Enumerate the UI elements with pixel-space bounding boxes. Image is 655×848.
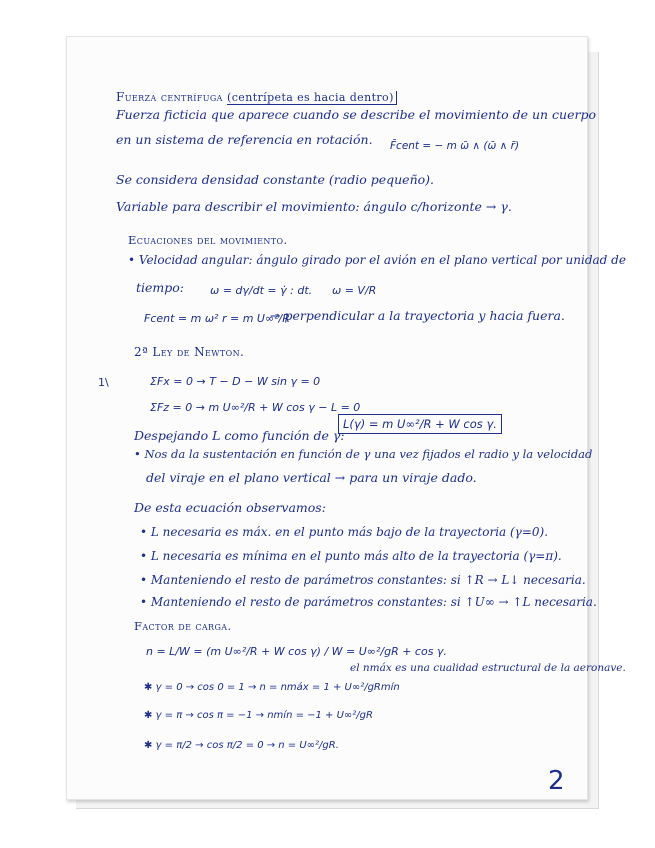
- definition-line-2: en un sistema de referencia en rotación.: [116, 132, 373, 147]
- definition-line-1: Fuerza ficticia que aparece cuando se describe el movimiento de un cuerpo: [116, 107, 596, 122]
- observation-4: • Manteniendo el resto de parámetros constantes: si ↑U∞ → ↑L necesaria.: [140, 595, 597, 609]
- notes-title: [116, 89, 397, 106]
- lift-boxed-formula: L(γ) = m U∞²/R + W cos γ.: [338, 414, 502, 434]
- density-note: Se considera densidad constante (radio pequeño).: [116, 172, 435, 187]
- observation-3: • Manteniendo el resto de parámetros constantes: si ↑R → L↓ necesaria.: [140, 573, 586, 587]
- case-gamma-zero: ✱ γ = 0 → cos 0 = 1 → n = nmáx = 1 + U∞²/gRmín: [144, 682, 400, 693]
- substitution-line-2: del viraje en el plano vertical → para un viraje dado.: [146, 470, 477, 485]
- velocity-line-1: • Velocidad angular: ángulo girado por el avión en el plano vertical por unidad de: [128, 253, 626, 267]
- centrifugal-force-formula: F̄cent = − m ω̄ ∧ (ω̄ ∧ r̄): [390, 140, 520, 152]
- centrifugal-direction-note: → perpendicular a la trayectoria y hacia fuera.: [270, 308, 565, 323]
- omega-velocity-formula: ω = V/R: [332, 284, 377, 297]
- title-text: Fuerza centrífuga: [116, 90, 223, 104]
- page-number: 2: [548, 766, 565, 796]
- equation-z: ΣFz = 0 → m U∞²/R + W cos γ − L = 0: [150, 401, 361, 414]
- substitution-line-1: • Nos da la sustentación en función de γ una vez fijados el radio y la velocidad: [134, 447, 593, 461]
- variable-note: Variable para describir el movimiento: ángulo c/horizonte → γ.: [116, 199, 512, 214]
- omega-formula: ω = dγ/dt = γ̇ : dt.: [210, 284, 313, 297]
- centrifugal-magnitude-formula: Fcent = m ω² r = m U∞²/R: [144, 312, 290, 325]
- margin-mark: 1\: [98, 376, 109, 389]
- section-equations: Ecuaciones del movimiento.: [128, 233, 288, 247]
- equation-x: ΣFx = 0 → T − D − W sin γ = 0: [150, 375, 321, 388]
- observation-heading: De esta ecuación observamos:: [134, 500, 326, 515]
- solve-lift-note: Despejando L como función de γ:: [134, 428, 345, 443]
- case-gamma-half-pi: ✱ γ = π/2 → cos π/2 = 0 → n = U∞²/gR.: [144, 740, 339, 751]
- observation-2: • L necesaria es mínima en el punto más alto de la trayectoria (γ=π).: [140, 549, 562, 563]
- case-gamma-zero-note: el nmáx es una cualidad estructural de la aeronave.: [350, 662, 626, 674]
- newton-law-heading: 2ª Ley de Newton.: [134, 345, 245, 359]
- observation-1: • L necesaria es máx. en el punto más bajo de la trayectoria (γ=0).: [140, 525, 549, 539]
- title-note: (centrípeta es hacia dentro): [227, 91, 397, 105]
- case-gamma-pi: ✱ γ = π → cos π = −1 → nmín = −1 + U∞²/gR: [144, 710, 373, 721]
- velocity-line-2: tiempo:: [136, 280, 185, 295]
- section-load-factor: Factor de carga.: [134, 619, 232, 633]
- load-factor-formula: n = L/W = (m U∞²/R + W cos γ) / W = U∞²/gR + cos γ.: [146, 645, 447, 658]
